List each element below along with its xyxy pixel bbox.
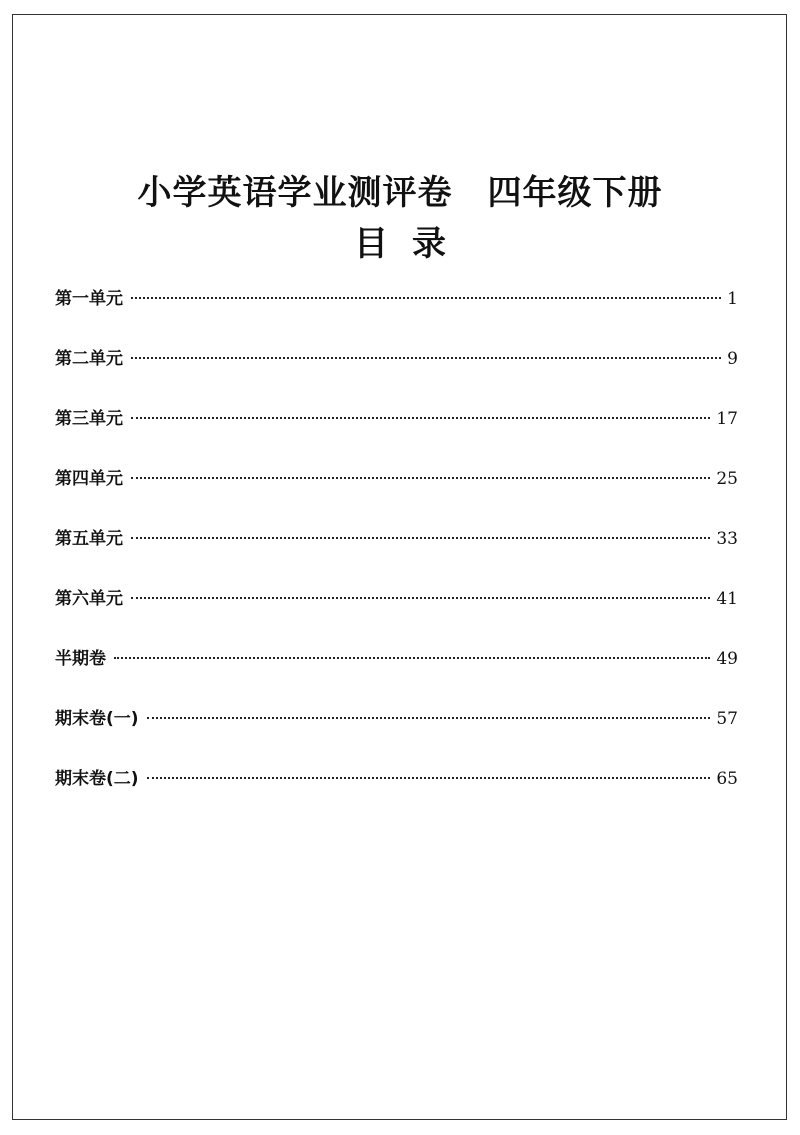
dot-leader xyxy=(131,297,721,299)
toc-entry-page: 25 xyxy=(716,469,738,489)
toc-entry-page: 49 xyxy=(716,649,738,669)
toc-entry-page: 9 xyxy=(727,349,738,369)
toc-entry-page: 65 xyxy=(716,769,738,789)
toc-entry-label: 半期卷 xyxy=(55,649,106,669)
dot-leader xyxy=(131,417,710,419)
toc-entry-label: 第一单元 xyxy=(55,289,123,309)
dot-leader xyxy=(147,717,711,719)
toc-entry-label: 第四单元 xyxy=(55,469,123,489)
toc-entry-label: 第二单元 xyxy=(55,349,123,369)
toc-heading: 目录 xyxy=(354,224,470,265)
dot-leader xyxy=(131,537,710,539)
dot-leader xyxy=(131,597,710,599)
toc-entry-unit-5[interactable] xyxy=(55,524,738,584)
toc-entry-page: 41 xyxy=(716,589,738,609)
toc-entry-label: 第五单元 xyxy=(55,529,123,549)
toc-entry-page: 1 xyxy=(727,289,738,309)
toc-entry-midterm[interactable] xyxy=(55,644,738,704)
toc-entry-final-2[interactable] xyxy=(55,764,738,824)
toc-entry-label: 期末卷(一) xyxy=(55,709,139,729)
toc-entry-unit-3[interactable] xyxy=(55,404,738,464)
dot-leader xyxy=(114,657,710,659)
toc-entry-label: 期末卷(二) xyxy=(55,769,139,789)
toc-entry-unit-6[interactable] xyxy=(55,584,738,644)
table-of-contents xyxy=(55,284,738,824)
toc-entry-page: 57 xyxy=(716,709,738,729)
toc-entry-page: 17 xyxy=(716,409,738,429)
toc-entry-unit-1[interactable] xyxy=(55,284,738,344)
toc-entry-label: 第三单元 xyxy=(55,409,123,429)
page-title: 小学英语学业测评卷 四年级下册 xyxy=(137,172,663,213)
toc-entry-unit-2[interactable] xyxy=(55,344,738,404)
dot-leader xyxy=(131,477,710,479)
toc-entry-label: 第六单元 xyxy=(55,589,123,609)
dot-leader xyxy=(131,357,721,359)
toc-entry-unit-4[interactable] xyxy=(55,464,738,524)
dot-leader xyxy=(147,777,711,779)
toc-entry-final-1[interactable] xyxy=(55,704,738,764)
toc-entry-page: 33 xyxy=(716,529,738,549)
